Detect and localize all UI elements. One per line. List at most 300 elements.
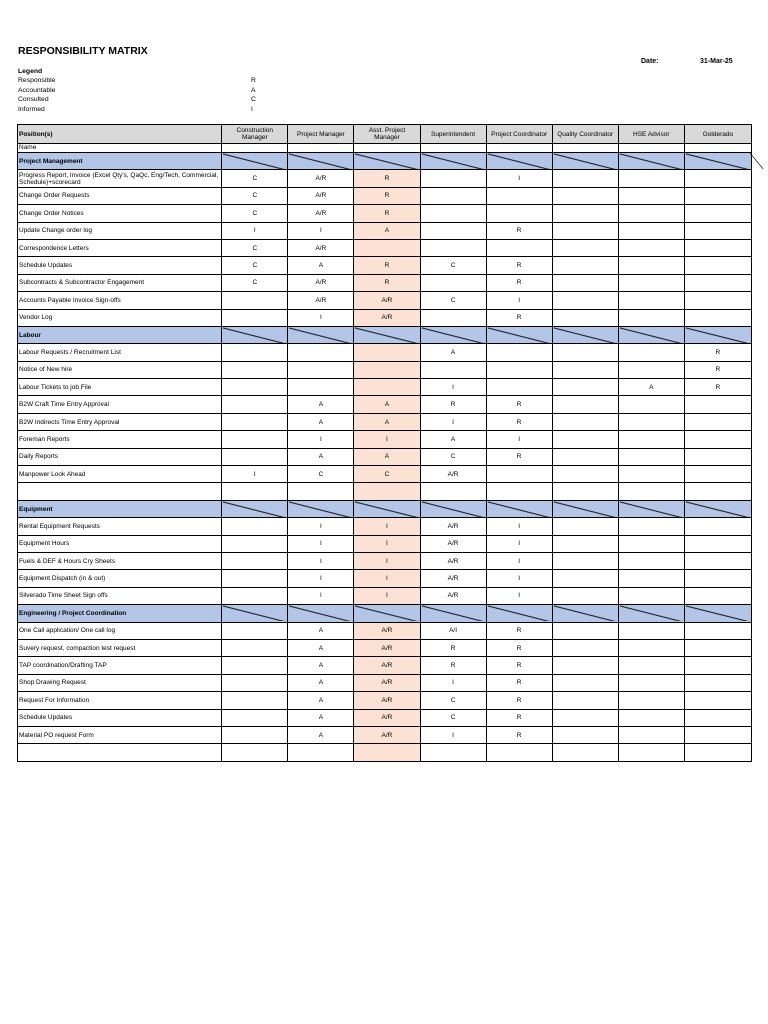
raci-cell: I xyxy=(354,552,420,569)
raci-cell xyxy=(222,344,288,361)
slash-mark xyxy=(488,153,551,169)
slash-mark xyxy=(686,501,750,517)
section-cell xyxy=(618,153,684,170)
table-row xyxy=(18,292,752,309)
table-row xyxy=(18,344,752,361)
raci-cell: I xyxy=(288,518,354,535)
raci-cell: I xyxy=(222,466,288,483)
name-cell xyxy=(222,144,288,153)
section-cell xyxy=(288,153,354,170)
raci-cell xyxy=(552,396,618,413)
raci-cell xyxy=(618,170,684,187)
section-cell xyxy=(618,500,684,517)
task-label: Shop Drawing Request xyxy=(18,674,222,691)
task-label: Labour Tickets to job File xyxy=(18,379,222,396)
raci-cell: I xyxy=(288,309,354,326)
slash-mark xyxy=(223,605,286,621)
column-header: Golderado xyxy=(684,125,751,144)
task-label: Subcontracts & Subcontractor Engagement xyxy=(18,274,222,291)
legend-label: Informed xyxy=(18,105,45,113)
raci-cell: I xyxy=(486,552,552,569)
raci-cell: A/R xyxy=(354,674,420,691)
responsibility-matrix-table xyxy=(17,124,752,762)
raci-cell xyxy=(552,692,618,709)
table-row xyxy=(18,726,752,743)
table-row xyxy=(18,379,752,396)
raci-cell xyxy=(420,274,486,291)
section-row xyxy=(18,605,752,622)
raci-cell xyxy=(222,570,288,587)
slash-mark xyxy=(488,605,551,621)
raci-cell xyxy=(486,466,552,483)
name-cell xyxy=(486,144,552,153)
slash-mark xyxy=(223,501,286,517)
raci-cell xyxy=(684,570,751,587)
position-header: Position(s) xyxy=(18,125,222,144)
raci-cell: A xyxy=(420,431,486,448)
raci-cell: R xyxy=(684,361,751,378)
legend xyxy=(18,67,256,114)
task-label: Schedule Updates xyxy=(18,257,222,274)
table-row xyxy=(18,239,752,256)
table-row xyxy=(18,709,752,726)
section-cell xyxy=(684,153,751,170)
raci-cell: R xyxy=(354,187,420,204)
raci-cell: R xyxy=(486,709,552,726)
raci-cell: A/R xyxy=(420,570,486,587)
task-label: Foreman Reports xyxy=(18,431,222,448)
raci-cell xyxy=(420,309,486,326)
raci-cell xyxy=(288,344,354,361)
table-row xyxy=(18,274,752,291)
raci-cell xyxy=(684,274,751,291)
raci-cell xyxy=(618,674,684,691)
raci-cell xyxy=(288,483,354,500)
slash-mark xyxy=(289,153,352,169)
task-label: B2W Craft Time Entry Approval xyxy=(18,396,222,413)
raci-cell: C xyxy=(420,292,486,309)
raci-cell xyxy=(618,552,684,569)
section-cell xyxy=(288,605,354,622)
raci-cell xyxy=(552,552,618,569)
slash-mark xyxy=(422,501,485,517)
raci-cell xyxy=(552,674,618,691)
slash-mark xyxy=(422,153,485,169)
raci-cell xyxy=(222,535,288,552)
raci-cell xyxy=(684,396,751,413)
table-row xyxy=(18,361,752,378)
raci-cell xyxy=(684,726,751,743)
raci-cell: I xyxy=(288,587,354,604)
column-header: Quality Coordinator xyxy=(552,125,618,144)
raci-cell: R xyxy=(486,274,552,291)
column-header: Asst. Project Manager xyxy=(354,125,420,144)
section-cell xyxy=(684,326,751,343)
section-cell xyxy=(420,326,486,343)
table-row xyxy=(18,674,752,691)
raci-cell xyxy=(552,622,618,639)
raci-cell: I xyxy=(354,587,420,604)
raci-cell: A/R xyxy=(420,466,486,483)
raci-cell xyxy=(618,222,684,239)
slash-mark xyxy=(488,501,551,517)
raci-cell xyxy=(684,535,751,552)
raci-cell xyxy=(486,744,552,761)
raci-cell xyxy=(552,657,618,674)
legend-code: R xyxy=(251,77,256,85)
raci-cell: C xyxy=(420,692,486,709)
raci-cell: I xyxy=(288,431,354,448)
raci-cell xyxy=(684,309,751,326)
raci-cell: A xyxy=(618,379,684,396)
raci-cell: R xyxy=(486,622,552,639)
raci-cell xyxy=(552,344,618,361)
raci-cell xyxy=(618,587,684,604)
legend-code: C xyxy=(251,96,256,104)
raci-cell: A/R xyxy=(288,239,354,256)
section-cell xyxy=(684,605,751,622)
raci-cell: C xyxy=(222,170,288,187)
raci-cell xyxy=(222,726,288,743)
raci-cell xyxy=(684,709,751,726)
raci-cell: C xyxy=(222,274,288,291)
raci-cell xyxy=(552,257,618,274)
slash-mark xyxy=(422,327,485,343)
raci-cell xyxy=(684,431,751,448)
legend-item xyxy=(18,95,256,104)
column-header: HSE Advisor xyxy=(618,125,684,144)
document-title: RESPONSIBILITY MATRIX xyxy=(18,45,148,57)
raci-cell xyxy=(552,187,618,204)
section-cell xyxy=(618,605,684,622)
raci-cell: I xyxy=(486,518,552,535)
section-cell xyxy=(486,500,552,517)
raci-cell xyxy=(618,744,684,761)
section-cell xyxy=(486,605,552,622)
raci-cell xyxy=(684,292,751,309)
raci-cell: A xyxy=(420,344,486,361)
raci-cell xyxy=(552,587,618,604)
raci-cell xyxy=(486,379,552,396)
raci-cell xyxy=(618,239,684,256)
task-label: One Call application/ One call log xyxy=(18,622,222,639)
raci-cell xyxy=(420,205,486,222)
section-label: Labour xyxy=(18,326,222,343)
raci-cell xyxy=(618,657,684,674)
raci-cell xyxy=(420,222,486,239)
raci-cell xyxy=(552,239,618,256)
table-row xyxy=(18,396,752,413)
raci-cell xyxy=(684,466,751,483)
task-label xyxy=(18,483,222,500)
raci-cell xyxy=(420,483,486,500)
raci-cell xyxy=(684,222,751,239)
raci-cell: R xyxy=(486,413,552,430)
section-cell xyxy=(420,500,486,517)
table-row xyxy=(18,552,752,569)
task-label: Schedule Updates xyxy=(18,709,222,726)
raci-cell: R xyxy=(354,205,420,222)
raci-cell xyxy=(684,674,751,691)
raci-cell: I xyxy=(354,570,420,587)
section-cell xyxy=(222,326,288,343)
task-label: Labour Requests / Recruitment List xyxy=(18,344,222,361)
legend-code: I xyxy=(251,105,253,113)
raci-cell: R xyxy=(684,379,751,396)
raci-cell xyxy=(618,448,684,465)
slash-mark xyxy=(355,605,418,621)
raci-cell: R xyxy=(486,448,552,465)
raci-cell xyxy=(684,639,751,656)
raci-cell xyxy=(420,239,486,256)
raci-cell: A/R xyxy=(354,639,420,656)
task-label: Equipment Dispatch (in & out) xyxy=(18,570,222,587)
name-row xyxy=(18,144,752,153)
raci-cell xyxy=(222,639,288,656)
raci-cell xyxy=(684,657,751,674)
raci-cell xyxy=(552,170,618,187)
raci-cell xyxy=(684,483,751,500)
raci-cell xyxy=(486,483,552,500)
raci-cell xyxy=(222,361,288,378)
task-label: Material PO request Form xyxy=(18,726,222,743)
raci-cell: A xyxy=(288,709,354,726)
raci-cell: A/R xyxy=(420,587,486,604)
column-header: Superintendent xyxy=(420,125,486,144)
name-label: Name xyxy=(18,144,222,153)
raci-cell: C xyxy=(222,187,288,204)
raci-cell: A/R xyxy=(288,292,354,309)
slash-mark xyxy=(620,501,683,517)
raci-cell xyxy=(288,379,354,396)
raci-cell xyxy=(354,361,420,378)
raci-cell xyxy=(552,379,618,396)
raci-cell xyxy=(222,744,288,761)
raci-cell: R xyxy=(420,657,486,674)
raci-cell xyxy=(684,170,751,187)
raci-cell: A xyxy=(354,413,420,430)
raci-cell: A/R xyxy=(420,535,486,552)
raci-cell xyxy=(684,692,751,709)
raci-cell: A/R xyxy=(288,187,354,204)
raci-cell: A/R xyxy=(354,692,420,709)
raci-cell xyxy=(618,309,684,326)
raci-cell xyxy=(486,361,552,378)
task-label: TAP coordination/Drafting TAP xyxy=(18,657,222,674)
raci-cell xyxy=(618,726,684,743)
raci-cell: I xyxy=(288,222,354,239)
raci-cell: A/R xyxy=(420,552,486,569)
raci-cell xyxy=(486,187,552,204)
slash-mark xyxy=(355,327,418,343)
slash-mark xyxy=(686,153,750,169)
raci-cell xyxy=(486,205,552,222)
raci-cell xyxy=(618,570,684,587)
slash-mark xyxy=(686,327,750,343)
raci-cell xyxy=(552,274,618,291)
slash-mark xyxy=(686,605,750,621)
raci-cell xyxy=(684,587,751,604)
raci-cell: A/R xyxy=(288,205,354,222)
raci-cell xyxy=(552,361,618,378)
section-label: Equipment xyxy=(18,500,222,517)
task-label: Manpower Look Ahead xyxy=(18,466,222,483)
table-row xyxy=(18,205,752,222)
raci-cell xyxy=(552,205,618,222)
table-row xyxy=(18,257,752,274)
task-label: Rental Equipment Requests xyxy=(18,518,222,535)
raci-cell: A xyxy=(288,726,354,743)
raci-cell: I xyxy=(354,535,420,552)
section-cell xyxy=(354,153,420,170)
raci-cell xyxy=(618,396,684,413)
raci-cell xyxy=(222,413,288,430)
raci-cell: I xyxy=(354,431,420,448)
raci-cell xyxy=(552,639,618,656)
task-label: Change Order Requests xyxy=(18,187,222,204)
table-row xyxy=(18,413,752,430)
raci-cell xyxy=(618,344,684,361)
raci-cell xyxy=(618,361,684,378)
raci-cell: A xyxy=(354,222,420,239)
section-cell xyxy=(354,500,420,517)
table-row xyxy=(18,483,752,500)
matrix-body xyxy=(18,153,752,762)
raci-cell: R xyxy=(684,344,751,361)
raci-cell: I xyxy=(486,587,552,604)
raci-cell: I xyxy=(486,170,552,187)
raci-cell xyxy=(552,292,618,309)
date-label: Date: xyxy=(641,58,659,65)
column-header: Project Coordinator xyxy=(486,125,552,144)
section-row xyxy=(18,326,752,343)
raci-cell: A xyxy=(288,639,354,656)
raci-cell xyxy=(552,413,618,430)
name-cell xyxy=(354,144,420,153)
section-cell xyxy=(552,605,618,622)
raci-cell: A/I xyxy=(420,622,486,639)
raci-cell xyxy=(222,622,288,639)
raci-cell xyxy=(222,292,288,309)
raci-cell: A/R xyxy=(354,292,420,309)
raci-cell: I xyxy=(288,535,354,552)
task-label: Progress Report, Invoice (Excel Qty's, QaQc, Eng/Tech, Commercial, Schedule)+scorecard xyxy=(18,170,222,187)
raci-cell xyxy=(222,657,288,674)
table-row xyxy=(18,535,752,552)
raci-cell xyxy=(420,170,486,187)
raci-cell: I xyxy=(420,379,486,396)
raci-cell: C xyxy=(420,709,486,726)
raci-cell: R xyxy=(420,639,486,656)
task-label: Request For Information xyxy=(18,692,222,709)
raci-cell xyxy=(618,692,684,709)
task-label: Vendor Log xyxy=(18,309,222,326)
slash-mark xyxy=(289,327,352,343)
raci-cell xyxy=(684,448,751,465)
table-row xyxy=(18,466,752,483)
raci-cell xyxy=(354,344,420,361)
raci-cell: A xyxy=(288,448,354,465)
raci-cell xyxy=(684,622,751,639)
raci-cell: A/R xyxy=(354,726,420,743)
raci-cell: I xyxy=(420,413,486,430)
legend-label: Responsible xyxy=(18,77,56,85)
raci-cell xyxy=(552,466,618,483)
raci-cell xyxy=(618,518,684,535)
task-label: B2W Indirects Time Entry Approval xyxy=(18,413,222,430)
raci-cell: R xyxy=(354,257,420,274)
raci-cell xyxy=(222,448,288,465)
raci-cell: R xyxy=(486,657,552,674)
raci-cell xyxy=(618,413,684,430)
raci-cell xyxy=(684,518,751,535)
raci-cell: C xyxy=(420,448,486,465)
header-row xyxy=(18,125,752,144)
raci-cell: R xyxy=(420,396,486,413)
slash-mark xyxy=(355,153,418,169)
section-cell xyxy=(684,500,751,517)
raci-cell xyxy=(684,205,751,222)
raci-cell xyxy=(618,431,684,448)
section-cell xyxy=(552,326,618,343)
section-row xyxy=(18,500,752,517)
slash-mark xyxy=(355,501,418,517)
raci-cell: R xyxy=(486,639,552,656)
section-cell xyxy=(420,153,486,170)
raci-cell xyxy=(552,222,618,239)
raci-cell xyxy=(354,744,420,761)
raci-cell xyxy=(552,726,618,743)
date-value: 31-Mar-25 xyxy=(700,58,733,65)
section-row xyxy=(18,153,752,170)
raci-cell xyxy=(618,466,684,483)
raci-cell xyxy=(222,692,288,709)
slash-mark xyxy=(488,327,551,343)
section-cell xyxy=(420,605,486,622)
raci-cell xyxy=(684,239,751,256)
legend-heading: Legend xyxy=(18,68,43,75)
slash-mark xyxy=(289,605,352,621)
raci-cell xyxy=(222,396,288,413)
raci-cell xyxy=(684,257,751,274)
task-label: Correspondence Letters xyxy=(18,239,222,256)
raci-cell xyxy=(222,674,288,691)
raci-cell xyxy=(222,552,288,569)
legend-item xyxy=(18,76,256,85)
raci-cell: A xyxy=(288,657,354,674)
raci-cell: R xyxy=(486,396,552,413)
raci-cell xyxy=(354,483,420,500)
raci-cell xyxy=(618,274,684,291)
slash-mark xyxy=(620,605,683,621)
slash-mark xyxy=(554,501,617,517)
table-row xyxy=(18,587,752,604)
section-cell xyxy=(222,153,288,170)
section-cell xyxy=(354,605,420,622)
raci-cell: I xyxy=(288,552,354,569)
raci-cell xyxy=(222,483,288,500)
raci-cell xyxy=(552,448,618,465)
raci-cell: I xyxy=(354,518,420,535)
slash-mark xyxy=(223,327,286,343)
raci-cell: A/R xyxy=(354,309,420,326)
task-label: Update Change order log xyxy=(18,222,222,239)
raci-cell: A/R xyxy=(354,709,420,726)
table-row xyxy=(18,639,752,656)
raci-cell xyxy=(684,413,751,430)
raci-cell xyxy=(288,744,354,761)
raci-cell: R xyxy=(486,309,552,326)
